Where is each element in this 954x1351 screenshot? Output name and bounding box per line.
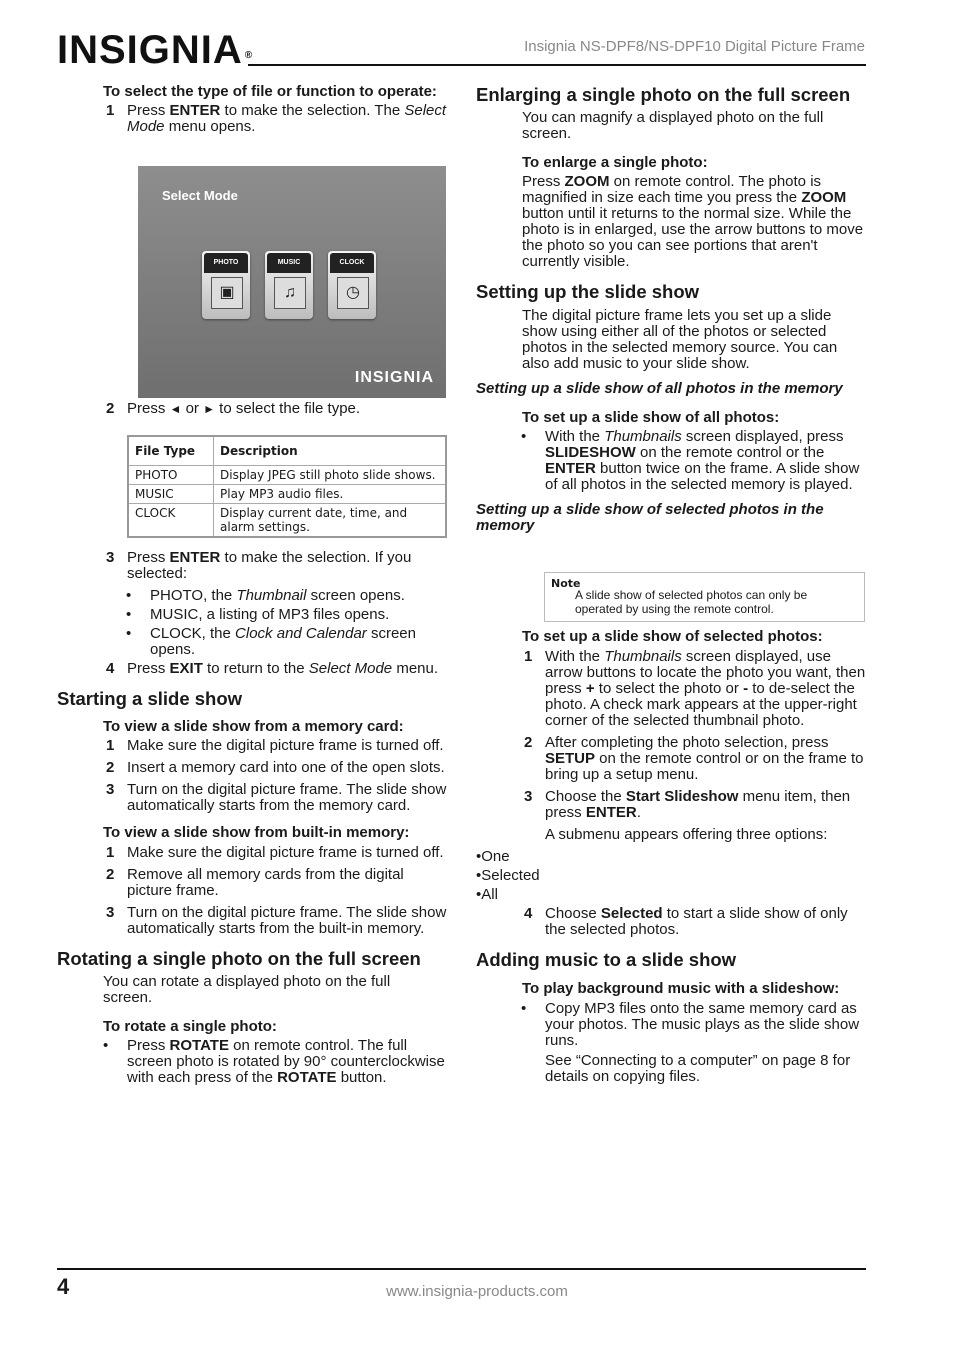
step-1-press-enter: 1 Press ENTER to make the selection. The Select Mode menu opens. bbox=[106, 102, 447, 135]
step-4-press-exit: 4 Press EXIT to return to the Select Mode menu. bbox=[106, 660, 439, 677]
footer-url[interactable]: www.insignia-products.com bbox=[386, 1283, 568, 1300]
procedure-heading-music: To play background music with a slideshow: bbox=[522, 980, 840, 997]
procedure-heading-rotate: To rotate a single photo: bbox=[103, 1018, 277, 1035]
screenshot-logo: INSIGNIA bbox=[354, 369, 434, 386]
heading-starting-slide-show: Starting a slide show bbox=[57, 688, 243, 709]
list-item: • Press ROTATE on remote control. The full screen photo is rotated by 90° counterclockwise with each press of the ROTATE button. bbox=[103, 1037, 445, 1086]
list-item: • PHOTO, the Thumbnail screen opens. bbox=[126, 587, 405, 604]
submenu-text: A submenu appears offering three options: bbox=[545, 826, 828, 843]
list-item: 2 Insert a memory card into one of the open slots. bbox=[106, 759, 445, 776]
subheading-selected-photos: Setting up a slide show of selected photos in the memory bbox=[476, 501, 824, 534]
step-3-press-enter: 3 Press ENTER to make the selection. If you selected: bbox=[106, 549, 412, 582]
table-cell: CLOCK bbox=[128, 504, 214, 538]
step-2-block bbox=[57, 401, 452, 417]
screenshot-title: Select Mode bbox=[162, 188, 238, 203]
list-item: 1 Make sure the digital picture frame is turned off. bbox=[106, 737, 444, 754]
list-item: 2 Remove all memory cards from the digital picture frame. bbox=[106, 866, 404, 899]
left-column bbox=[57, 84, 452, 135]
procedure-heading-enlarge: To enlarge a single photo: bbox=[522, 154, 708, 171]
heading-rotating: Rotating a single photo on the full screen bbox=[57, 948, 421, 969]
list-item: 3 Turn on the digital picture frame. The slide show automatically starts from the built-in memory. bbox=[106, 904, 447, 937]
table-row bbox=[128, 504, 446, 538]
step-2-select-file-type: 2 Press ◄ or ► to select the file type. bbox=[106, 400, 361, 417]
right-arrow-icon: ► bbox=[203, 402, 215, 416]
subheading-all-photos: Setting up a slide show of all photos in the memory bbox=[476, 380, 843, 397]
heading-adding-music: Adding music to a slide show bbox=[476, 949, 737, 970]
right-column-lower bbox=[476, 629, 868, 1085]
list-item: 1 Make sure the digital picture frame is turned off. bbox=[106, 844, 444, 861]
table-row bbox=[128, 485, 446, 504]
table-header: Description bbox=[214, 436, 447, 466]
list-item: •One bbox=[476, 848, 510, 865]
list-item: • With the Thumbnails screen displayed, press SLIDESHOW on the remote control or the ENTER button twice on the frame. A slide show of all photos in the selected memory is played. bbox=[521, 428, 860, 493]
header-rule bbox=[248, 64, 866, 66]
left-arrow-icon: ◄ bbox=[169, 402, 182, 416]
table-cell: Display JPEG still photo slide shows. bbox=[214, 466, 447, 485]
page-number: 4 bbox=[57, 1274, 70, 1299]
list-item: •All bbox=[476, 886, 498, 903]
photo-icon: ▣ bbox=[211, 277, 243, 309]
file-type-table bbox=[127, 435, 447, 538]
table-cell: PHOTO bbox=[128, 466, 214, 485]
list-item: 2 After completing the photo selection, press SETUP on the remote control or on the frame to bring up a setup menu. bbox=[524, 734, 864, 783]
table-header-row bbox=[128, 436, 446, 466]
procedure-heading-selected: To set up a slide show of selected photos: bbox=[522, 628, 823, 645]
table-cell: Display current date, time, and alarm settings. bbox=[214, 504, 447, 538]
photo-tile: PHOTO ▣ bbox=[202, 251, 250, 319]
enlarge-instructions: Press ZOOM on remote control. The photo is magnified in size each time you press the ZOOM button until it returns to the normal size. While the photo is in enlarged, use the arrow buttons to move the photo so you can see portions that aren't currently visible. bbox=[522, 173, 864, 270]
list-item: • Copy MP3 files onto the same memory card as your photos. The music plays as the slide show runs. bbox=[521, 1000, 860, 1049]
list-item: 3 Choose the Start Slideshow menu item, then press ENTER. bbox=[524, 788, 851, 821]
list-item: 1 With the Thumbnails screen displayed, use arrow buttons to locate the photo you want, then press + to select the photo or - to de-select the photo. A check mark appears at the upper-right corner of the selected thumbnail photo. bbox=[524, 648, 866, 729]
table-row bbox=[128, 466, 446, 485]
heading-setting-up: Setting up the slide show bbox=[476, 281, 700, 302]
list-item: •Selected bbox=[476, 867, 540, 884]
insignia-logo: INSIGNIA ® bbox=[57, 28, 254, 72]
note-text: A slide show of selected photos can only be operated by using the remote control. bbox=[575, 588, 808, 616]
list-item: 3 Turn on the digital picture frame. The slide show automatically starts from the memory card. bbox=[106, 781, 447, 814]
footer-rule bbox=[57, 1268, 866, 1270]
select-mode-screenshot bbox=[138, 166, 446, 398]
setting-intro: The digital picture frame lets you set up a slide show using either all of the photos or selected photos in the selected memory source. You can also add music to your slide show. bbox=[522, 307, 838, 372]
heading-enlarging: Enlarging a single photo on the full screen bbox=[476, 84, 851, 105]
table-cell: Play MP3 audio files. bbox=[214, 485, 447, 504]
rotate-intro: You can rotate a displayed photo on the full screen. bbox=[103, 973, 391, 1006]
see-connecting-reference: See “Connecting to a computer” on page 8 for details on copying files. bbox=[545, 1052, 851, 1085]
music-tile: MUSIC ♫ bbox=[265, 251, 313, 319]
clock-icon: ◷ bbox=[337, 277, 369, 309]
note-box bbox=[544, 572, 865, 622]
list-item: 4 Choose Selected to start a slide show of only the selected photos. bbox=[524, 905, 848, 938]
procedure-heading-built-in: To view a slide show from built-in memory: bbox=[103, 824, 410, 841]
table-header: File Type bbox=[128, 436, 214, 466]
table-cell: MUSIC bbox=[128, 485, 214, 504]
music-icon: ♫ bbox=[274, 277, 306, 309]
enlarge-intro: You can magnify a displayed photo on the full screen. bbox=[522, 109, 824, 142]
procedure-heading-all: To set up a slide show of all photos: bbox=[522, 409, 780, 426]
list-item: • MUSIC, a listing of MP3 files opens. bbox=[126, 606, 390, 623]
right-column bbox=[476, 84, 868, 534]
clock-tile: CLOCK ◷ bbox=[328, 251, 376, 319]
procedure-heading-select: To select the type of file or function to operate: bbox=[103, 83, 437, 100]
header-title: Insignia NS-DPF8/NS-DPF10 Digital Picture Frame bbox=[524, 38, 865, 55]
left-column-lower bbox=[57, 550, 452, 1086]
list-item: • CLOCK, the Clock and Calendar screen opens. bbox=[126, 625, 416, 658]
procedure-heading-memory-card: To view a slide show from a memory card: bbox=[103, 718, 404, 735]
note-label: Note bbox=[551, 577, 581, 590]
